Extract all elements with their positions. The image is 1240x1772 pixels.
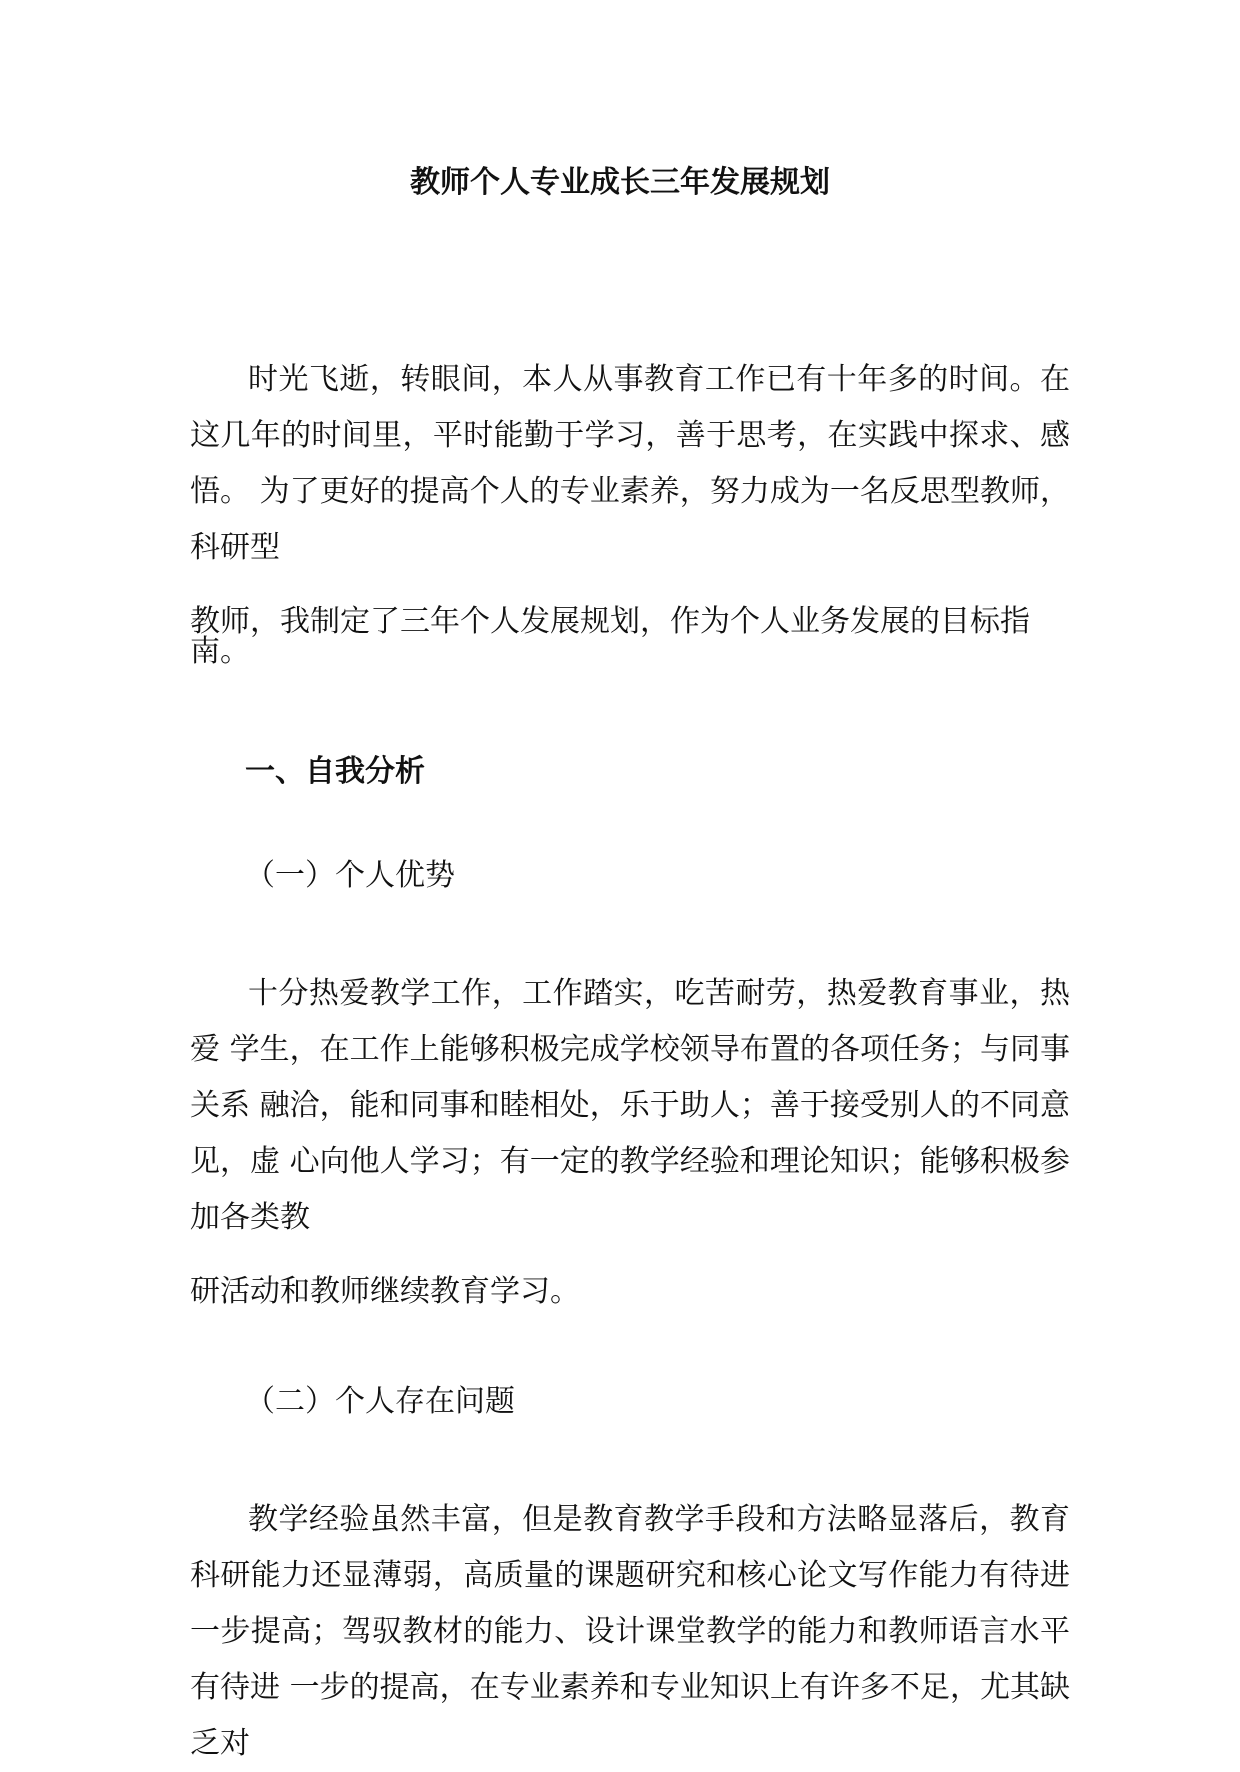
subsection-heading-strengths: （一）个人优势: [245, 858, 455, 893]
intro-paragraph: 时光飞逝，转眼间，本人从事教育工作已有十年多的时间。在这几年的时间里，平时能勤于学习，善于思考，在实践中探求、感悟。 为了更好的提高个人的专业素养，努力成为一名反思型教师，科研型: [190, 362, 1070, 565]
strengths-continuation: 研活动和教师继续教育学习。: [190, 1274, 580, 1309]
section-heading-self-analysis: 一、自我分析: [245, 754, 425, 789]
problems-paragraph: 教学经验虽然丰富，但是教育教学手段和方法略显落后，教育科研能力还显薄弱，高质量的课题研究和核心论文写作能力有待进一步提高；驾驭教材的能力、设计课堂教学的能力和教师语言水平有待进 一步的提高，在专业素养和专业知识上有许多不足，尤其缺乏对: [190, 1502, 1070, 1761]
strengths-paragraph: 十分热爱教学工作，工作踏实，吃苦耐劳，热爱教育事业，热爱 学生，在工作上能够积极完成学校领导布置的各项任务；与同事关系 融洽，能和同事和睦相处，乐于助人；善于接受别人的不同意见，虚 心向他人学习；有一定的教学经验和理论知识；能够积极参加各类教: [190, 976, 1070, 1235]
intro-continuation-line-1: 教师，我制定了三年个人发展规划，作为个人业务发展的目标指: [190, 604, 1030, 639]
subsection-heading-problems: （二）个人存在问题: [245, 1384, 515, 1419]
intro-continuation-line-2: 南。: [190, 634, 250, 669]
document-title: 教师个人专业成长三年发展规划: [410, 165, 830, 200]
